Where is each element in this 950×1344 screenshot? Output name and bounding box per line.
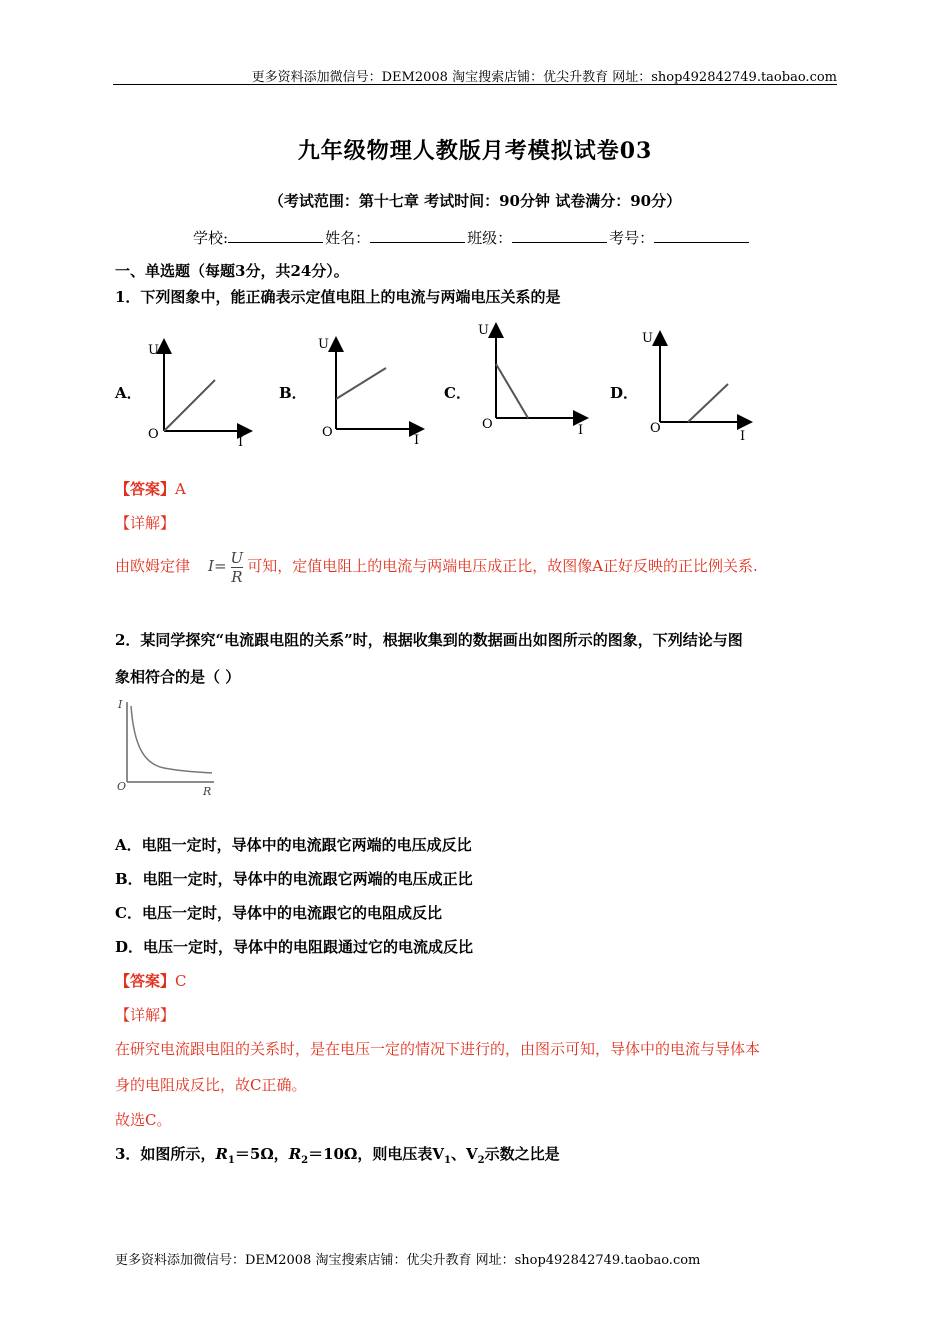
r-label: R — [203, 785, 212, 798]
origin-label: O — [148, 427, 159, 442]
q1-graph-c — [476, 320, 596, 440]
origin-label: O — [482, 417, 493, 432]
graph-line — [336, 368, 386, 399]
q1-option-d-label: D． — [610, 384, 639, 402]
graph-line — [496, 364, 528, 418]
q1-detail-tag: 【详解】 — [115, 514, 176, 532]
i-label: I — [740, 429, 746, 444]
q1-option-c-label: C． — [444, 384, 471, 402]
q1-option-b-label: B． — [279, 384, 307, 402]
graph-line — [688, 384, 728, 422]
q2-option-a: A．电阻一定时，导体中的电流跟它两端的电压成反比 — [115, 836, 472, 854]
q1-graph-d — [640, 328, 760, 446]
formula-fraction — [231, 549, 244, 586]
answer-tag: 【答案】 — [115, 480, 176, 498]
q2-option-d: D．电压一定时，导体中的电阻跟通过它的电流成反比 — [115, 938, 474, 956]
q3-stem-post: 示数之比是 — [484, 1145, 560, 1163]
explain-pre: 由欧姆定律 — [115, 557, 191, 575]
origin-label: O — [322, 425, 333, 440]
q2-option-b: B．电阻一定时，导体中的电流跟它两端的电压成正比 — [115, 870, 473, 888]
r1-value: ＝5Ω， — [234, 1145, 289, 1163]
class-blank — [512, 228, 607, 243]
page-header: 更多资料添加微信号：DEM2008 淘宝搜索店铺：优尖升教育 网址：shop492842749.taobao.com — [251, 70, 837, 85]
graph-line — [164, 380, 215, 431]
class-label: 班级： — [467, 229, 513, 247]
header-rule — [113, 84, 837, 85]
formula-lhs: I — [208, 557, 214, 575]
student-info-fields — [193, 227, 751, 248]
exam-no-blank — [654, 228, 749, 243]
exam-no-label: 考号： — [609, 229, 655, 247]
exam-title: 九年级物理人教版月考模拟试卷03 — [297, 138, 653, 164]
answer-tag: 【答案】 — [115, 972, 176, 990]
q2-graph — [114, 696, 224, 800]
name-blank — [370, 228, 465, 243]
r2-subscript: 2 — [301, 1155, 309, 1166]
q1-answer — [115, 478, 186, 499]
q3-stem-pre: 3．如图所示， — [115, 1145, 216, 1163]
origin-label: O — [650, 421, 661, 436]
exam-subtitle: （考试范围：第十七章 考试时间：90分钟 试卷满分：90分） — [268, 192, 682, 210]
v2-subscript: 2 — [477, 1155, 485, 1166]
q3-stem — [115, 1143, 560, 1166]
school-label: 学校: — [193, 229, 229, 247]
q1-graph-b — [312, 334, 432, 452]
q2-explanation-line3: 故选C。 — [115, 1111, 172, 1129]
formula-num: U — [230, 548, 244, 567]
q2-stem-line2: 象相符合的是（ ） — [115, 668, 241, 686]
explain-post: 可知，定值电阻上的电流与两端电压成正比，故图像A正好反映的正比例关系. — [247, 557, 758, 575]
q1-explanation — [115, 548, 758, 586]
u-label: U — [318, 337, 329, 352]
i-label: I — [238, 435, 244, 450]
i-label: I — [578, 423, 584, 438]
u-label: U — [478, 323, 489, 338]
v1-subscript: 1 — [444, 1155, 451, 1166]
r2-symbol: R — [288, 1145, 302, 1163]
q2-stem-line1: 2．某同学探究“电流跟电阻的关系”时，根据收集到的数据画出如图所示的图象，下列结论与图 — [115, 631, 743, 649]
q2-detail-tag: 【详解】 — [115, 1006, 176, 1024]
v-separator: 、V — [450, 1145, 478, 1163]
school-blank — [228, 228, 323, 243]
page-footer: 更多资料添加微信号：DEM2008 淘宝搜索店铺：优尖升教育 网址：shop492842749.taobao.com — [115, 1253, 701, 1268]
formula-eq: = — [213, 557, 227, 575]
q1-graph-a — [140, 336, 260, 454]
formula-den: R — [231, 567, 243, 586]
answer-value: A — [175, 480, 186, 498]
i-label: I — [118, 698, 123, 711]
q2-option-c: C．电压一定时，导体中的电流跟它的电阻成反比 — [115, 904, 442, 922]
inverse-curve — [131, 706, 212, 773]
r1-symbol: R — [215, 1145, 228, 1163]
i-label: I — [414, 433, 420, 448]
r1-subscript: 1 — [227, 1155, 235, 1166]
origin-label: O — [117, 780, 127, 793]
q2-explanation-line1: 在研究电流跟电阻的关系时，是在电压一定的情况下进行的，由图示可知，导体中的电流与导体本 — [115, 1040, 761, 1058]
q1-stem: 1．下列图象中，能正确表示定值电阻上的电流与两端电压关系的是 — [115, 288, 561, 306]
q2-answer — [115, 970, 187, 991]
u-label: U — [642, 331, 653, 346]
section-heading: 一、单选题（每题3分，共24分）。 — [115, 262, 349, 280]
q1-option-a-label: A． — [115, 384, 142, 402]
answer-value: C — [175, 972, 187, 990]
r2-value: ＝10Ω，则电压表V — [308, 1145, 444, 1163]
u-label: U — [148, 343, 159, 358]
name-label: 姓名： — [325, 229, 371, 247]
q2-explanation-line2: 身的电阻成反比，故C正确。 — [115, 1076, 307, 1094]
